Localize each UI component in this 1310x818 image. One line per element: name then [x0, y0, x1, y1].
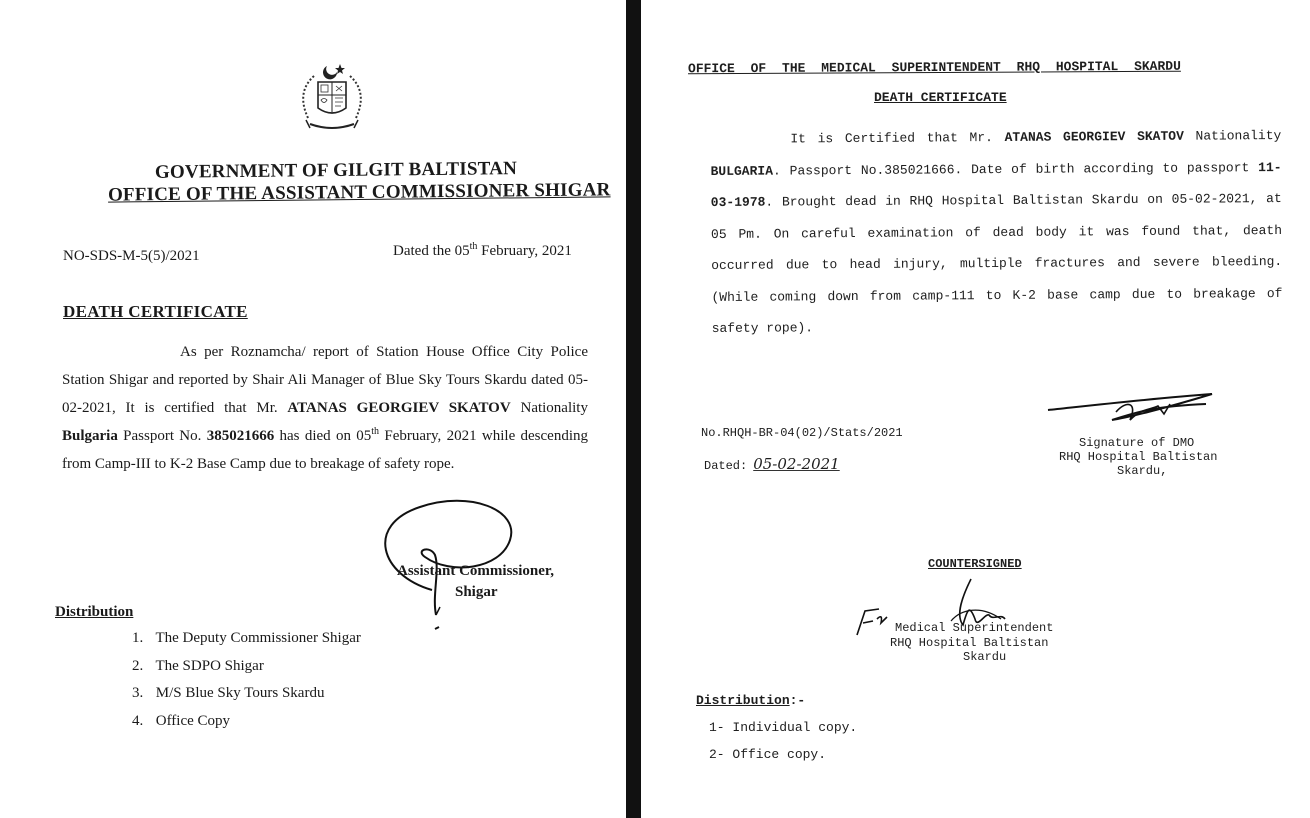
list-item: 1. The Deputy Commissioner Shigar: [132, 630, 361, 646]
certificate-body: As per Roznamcha/ report of Station House Office City Police Station Shigar and reported by Shair Ali Manager of Blue Sky Tours Skardu dated 05-02-2021, It is certified that Mr. ATANAS GEORGIEV SKATOV Nationality Bulgaria Passport No. 385021666 has died on 05th February, 2021 while descending from Camp-III to K-2 Base Camp due to breakage of safety rope.: [62, 344, 589, 472]
reference-number: NO-SDS-M-5(5)/2021: [63, 248, 200, 264]
issue-date: Dated: 05-02-2021: [704, 455, 840, 473]
date-of-birth: 11-03-1978: [710, 159, 1282, 210]
reference-number: No.RHQH-BR-04(02)/Stats/2021: [701, 426, 903, 440]
countersigned-label: COUNTERSIGNED: [928, 557, 1022, 571]
list-item: 1- Individual copy.: [709, 720, 858, 735]
distribution-heading: Distribution:-: [696, 693, 806, 708]
office-heading: OFFICE OF THE MEDICAL SUPERINTENDENT RHQ HOSPITAL SKARDU: [687, 58, 1181, 77]
nationality: BULGARIA: [710, 163, 774, 179]
certificate-title: DEATH CERTIFICATE: [874, 90, 1007, 105]
list-item: 2- Office copy.: [709, 747, 827, 762]
issue-date: Dated the 05th February, 2021: [393, 241, 572, 259]
assistant-commissioner-certificate-page: [0, 0, 626, 818]
list-item: 4. Office Copy: [132, 713, 231, 730]
office-heading: OFFICE OF THE ASSISTANT COMMISSIONER SHIGAR: [107, 179, 611, 206]
deceased-name: ATANAS GEORGIEV SKATOV: [1004, 128, 1184, 145]
distribution-heading: Distribution: [55, 604, 134, 620]
certificate-body: It is Certified that Mr. ATANAS GEORGIEV SKATOV Nationality BULGARIA. Passport No.385021666. Date of birth according to passport 11-03-1978. Brought dead in RHQ Hospital Baltistan Skardu on 05-02-2021, at 05 Pm. On careful examination of dead body it was found that, death occurred due to head injury, multiple fractures and severe bleeding. (While coming down from camp-111 to K-2 base camp due to breakage of safety rope).: [710, 128, 1283, 336]
signature-city: Skardu,: [1117, 464, 1168, 478]
nationality: Bulgaria: [62, 428, 118, 444]
government-emblem-icon: [290, 62, 374, 136]
list-item: 2. The SDPO Shigar: [132, 657, 264, 674]
list-item: 3. M/S Blue Sky Tours Skardu: [132, 685, 325, 702]
superintendent-city: Skardu: [963, 650, 1007, 664]
government-heading: GOVERNMENT OF GILGIT BALTISTAN: [154, 158, 518, 183]
superintendent-title: Medical Superintendent: [895, 621, 1054, 635]
signatory-title: Assistant Commissioner,: [397, 563, 554, 579]
distribution-list: [132, 630, 361, 741]
certificate-title: DEATH CERTIFICATE: [63, 302, 248, 321]
signatory-location: Shigar: [455, 584, 498, 600]
superintendent-hospital: RHQ Hospital Baltistan: [890, 636, 1049, 650]
page-divider: [626, 0, 641, 818]
deceased-name: ATANAS GEORGIEV SKATOV: [287, 400, 511, 416]
medical-superintendent-certificate-page: [641, 0, 1310, 818]
signature-hospital: RHQ Hospital Baltistan: [1059, 450, 1218, 464]
signature-caption: Signature of DMO: [1079, 436, 1195, 450]
passport-number: 385021666: [206, 428, 275, 444]
